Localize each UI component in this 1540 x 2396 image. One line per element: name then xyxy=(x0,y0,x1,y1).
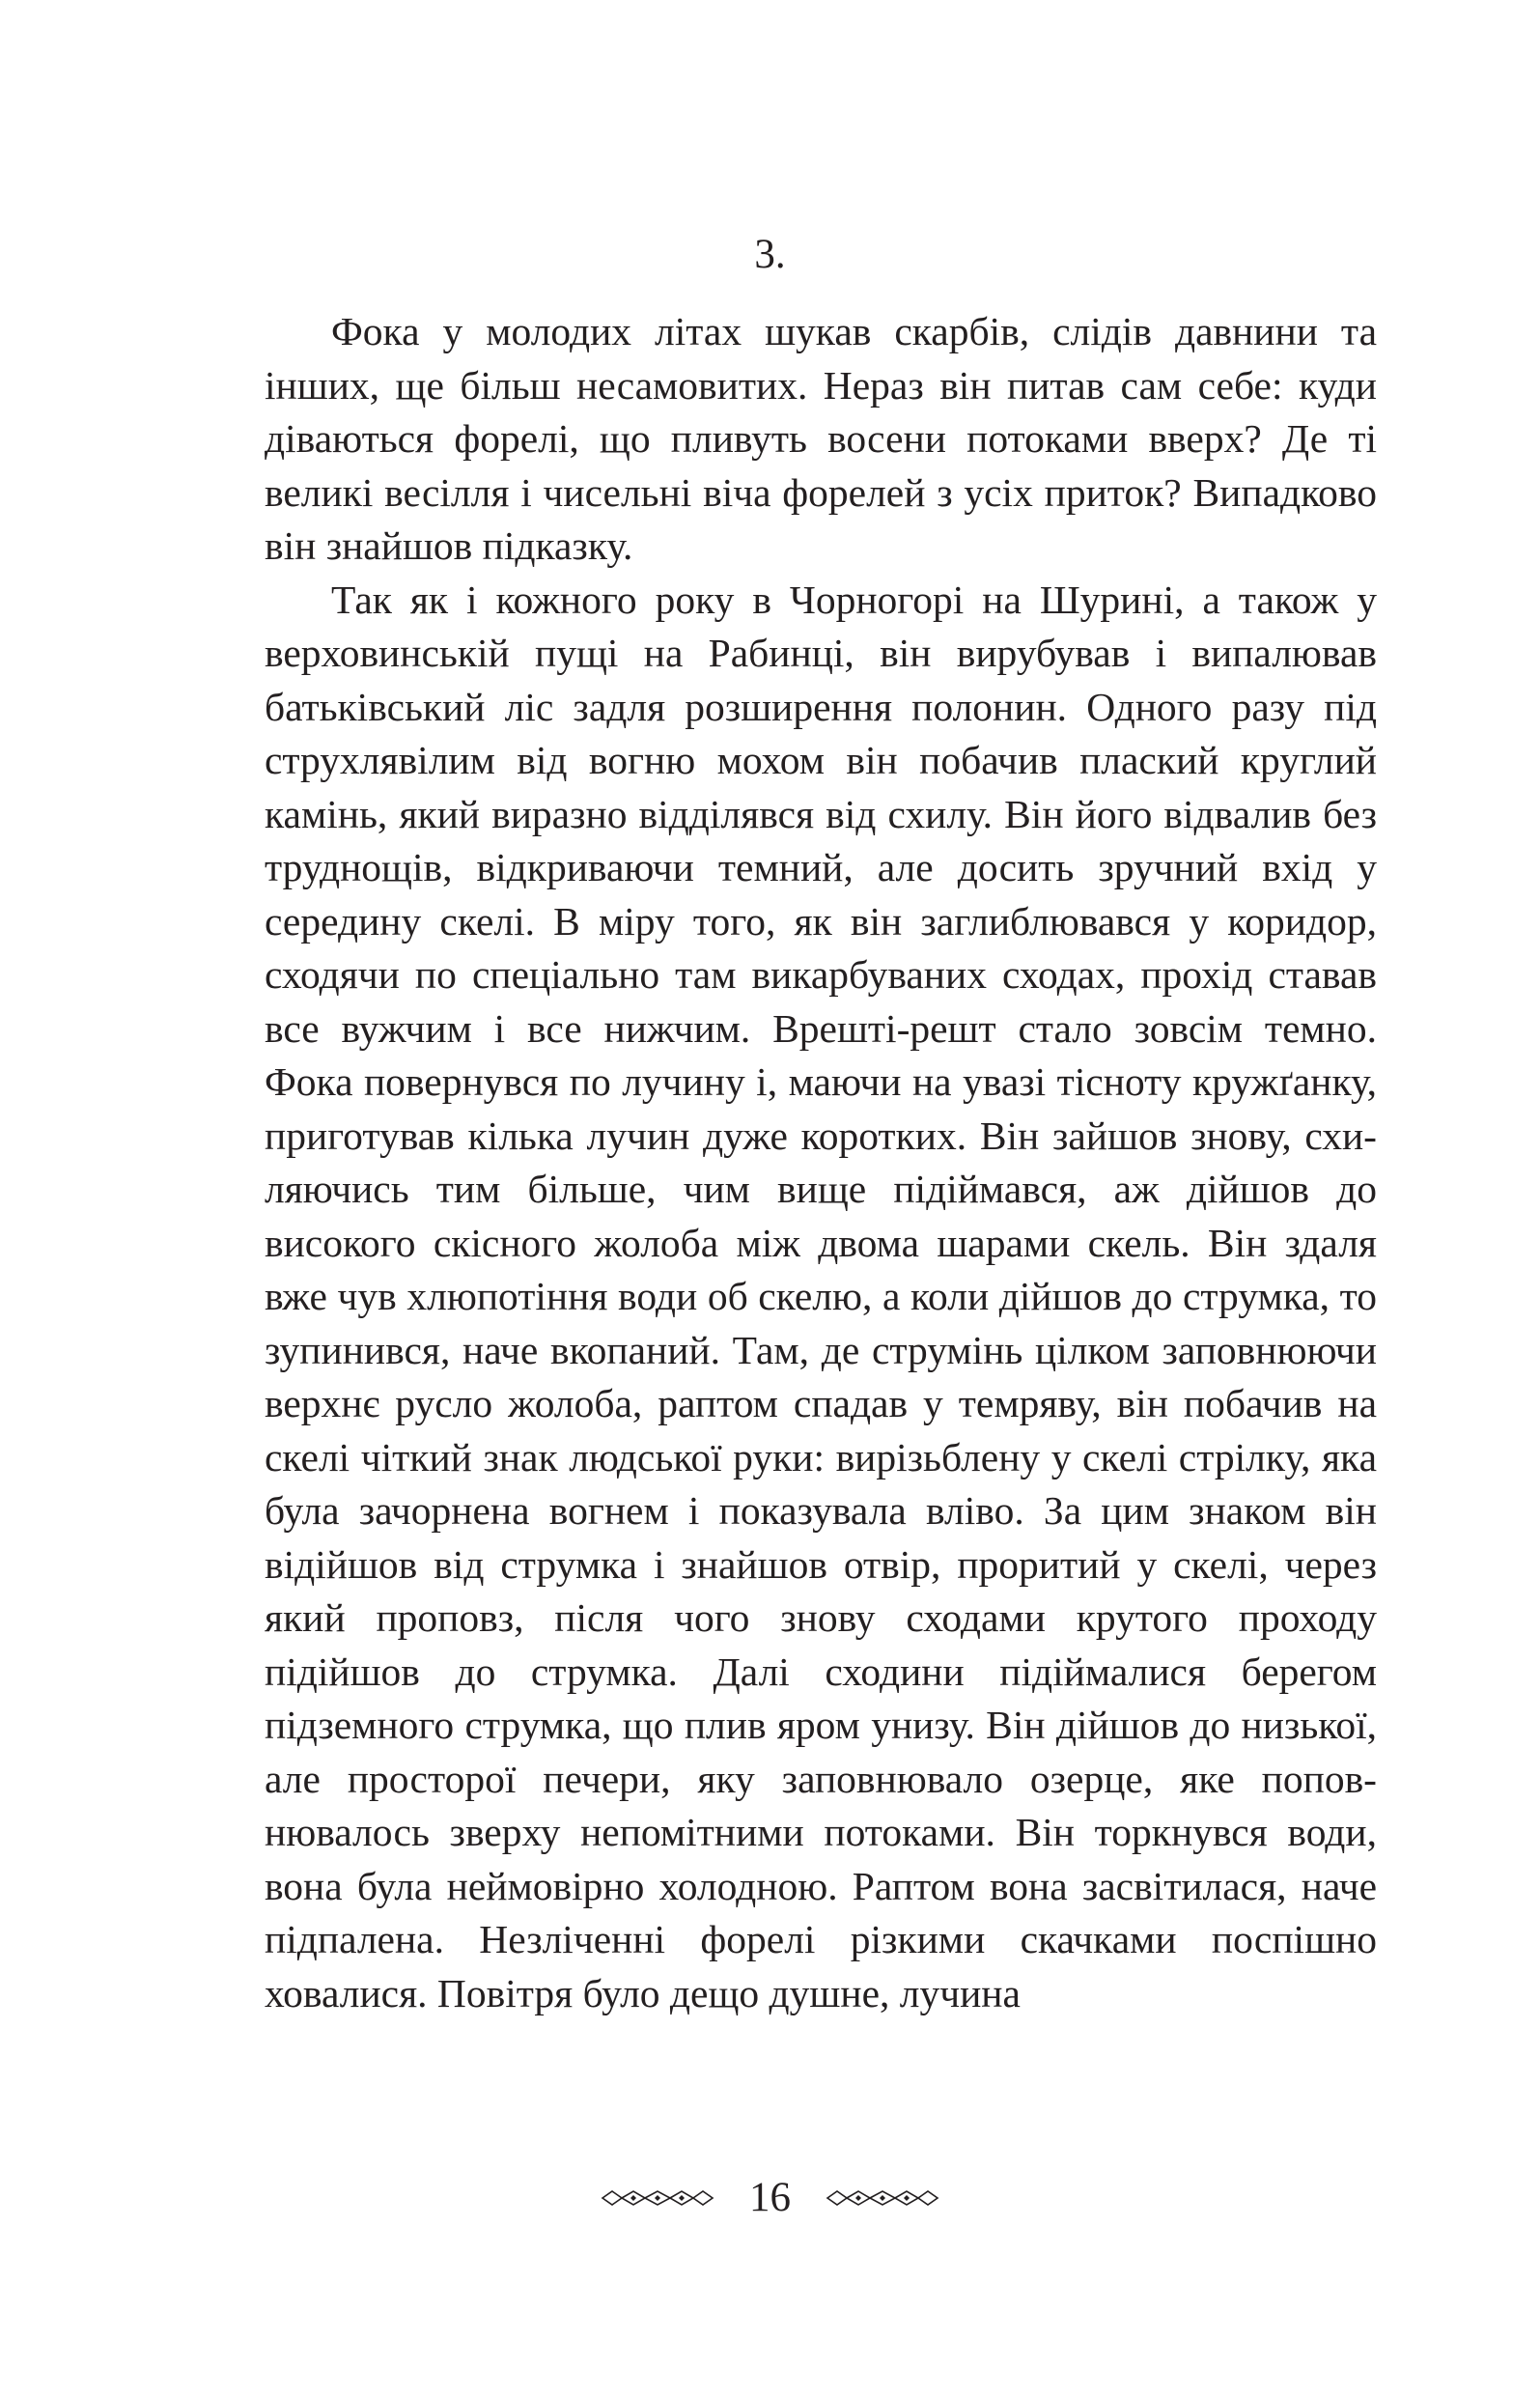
paragraph-2: Так як і кожного року в Чорногорі на Шурині, а також у верховинській пущі на Рабинці, він вирубував і випалював батьківський ліс задля розширення полонин. Одного разу під струхлявілим від вогню мохом він побачив плаский круглий камінь, який виразно відділявся від схилу. Він його відвалив без труднощів, відкриваючи темний, але досить зручний вхід у середину скелі. В міру того, як він заглиблювався у коридор, сходячи по спеціально там викарбуваних сходах, прохід ставав все вужчим і все нижчим. Врешті-решт стало зовсім темно. Фока повернувся по лучину і, маючи на увазі тісноту кружґанку, приготував кілька лучин дуже коротких. Він зайшов знову, схиляючись тим більше, чим вище підіймався, аж дійшов до високого скісного жолоба між двома шарами скель. Він здаля вже чув хлюпотіння води об скелю, а коли дійшов до струмка, то зупинився, наче вкопаний. Там, де струмінь цілком заповнюючи верхнє русло жолоба, раптом спадав у темряву, він побачив на скелі чіткий знак людської руки: вирізьблену у скелі стрілку, яка була зачорнена вогнем і показувала вліво. За цим знаком він відійшов від струмка і знайшов отвір, проритий у скелі, через який проповз, після чого знову сходами крутого проходу підійшов до струмка. Далі сходини підіймалися берегом підземного струмка, що плив яром унизу. Він дійшов до низької, але просторої печери, яку заповнювало озерце, яке поповнювалось зверху непомітними потоками. Він торкнувся води, вона була неймовірно холодною. Раптом вона засвітилася, наче підпалена. Незліченні форелі різкими скачками поспішно ховалися. Повітря було дещо душне, лучина xyxy=(265,577,1377,2015)
left-ornament-icon xyxy=(601,2186,714,2210)
page-footer xyxy=(0,2169,1540,2227)
body-text xyxy=(265,305,1377,2020)
paragraph-1: Фока у молодих літах шукав скарбів, слідів давнини та інших, ще більш несамовитих. Нераз він питав сам себе: куди діваються форелі, що пливуть восени потоками вверх? Де ті великі весілля і чисельні віча форелей з усіх приток? Випадково він знайшов підказку. xyxy=(265,309,1377,568)
page-number: 16 xyxy=(749,2175,791,2220)
right-ornament-icon xyxy=(826,2186,939,2210)
chapter-number: 3. xyxy=(754,232,786,277)
